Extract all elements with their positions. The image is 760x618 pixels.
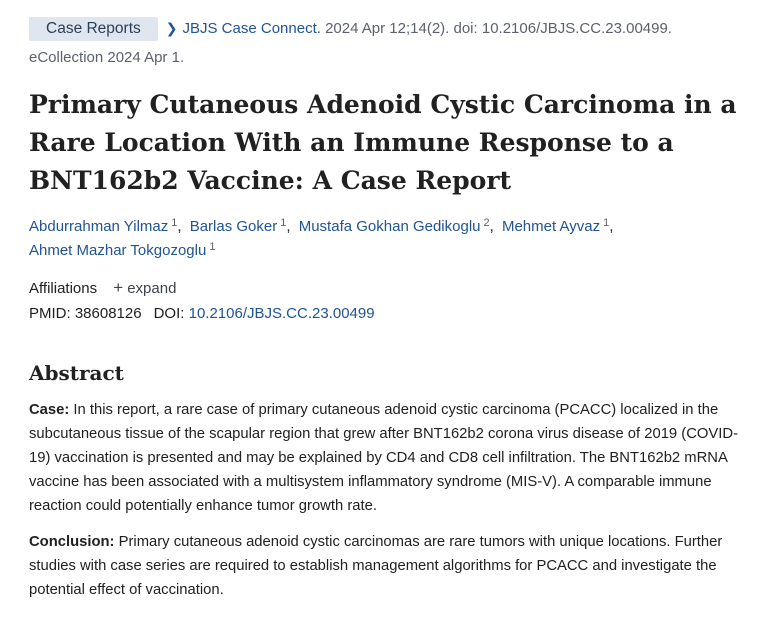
author-link[interactable]: Ahmet Mazhar Tokgozoglu — [29, 242, 207, 259]
author-list: Abdurrahman Yilmaz $^1$, Barlas Goker $^1$, Mustafa Gokhan Gedikoglu $^2$, Mehmet Ayvaz $^1$, Ahmet Mazhar Tokgozoglu $^1$ — [29, 217, 614, 259]
citation-details: 2024 Apr 12;14(2). doi: 10.2106/JBJS.CC.23.00499. — [320, 20, 672, 37]
affiliation-ref[interactable]: 1 — [209, 241, 216, 253]
doi-label: DOI: — [153, 305, 185, 322]
citation-header — [29, 16, 754, 41]
pmid-value: 38608126 — [74, 305, 142, 322]
case-label: Case: — [29, 402, 70, 418]
affiliations-expand-button[interactable] — [113, 280, 176, 297]
journal-link[interactable]: JBJS Case Connect. — [182, 20, 321, 37]
publication-type-badge[interactable]: Case Reports — [29, 17, 158, 41]
affiliation-ref[interactable]: 1 — [603, 217, 610, 229]
affiliation-ref[interactable]: 1 — [171, 217, 178, 229]
article-title: Primary Cutaneous Adenoid Cystic Carcinoma in a Rare Location With an Immune Response to a BNT162b2 Vaccine: A Case Report — [29, 90, 737, 195]
abstract-heading: Abstract — [29, 361, 124, 385]
author-link[interactable]: Abdurrahman Yilmaz — [29, 218, 169, 235]
abstract-conclusion-paragraph — [29, 530, 754, 602]
affiliation-ref[interactable]: 1 — [280, 217, 287, 229]
affiliation-ref[interactable]: 2 — [483, 217, 490, 229]
affiliations-label: Affiliations — [29, 280, 98, 297]
chevron-right-icon: ❯ — [165, 20, 178, 36]
abstract-case-paragraph — [29, 398, 754, 518]
case-text: In this report, a rare case of primary cutaneous adenoid cystic carcinoma (PCACC) localized in the subcutaneous tissue of the scapular region that grew after BNT162b2 corona virus disease of 2019 (COVID-19) vaccination is presented and may be explained by CD4 and CD8 cell infiltration. The BNT162b2 mRNA vaccine has been associated with a multisystem inflammatory syndrome (MIS-V). A comparable immune reaction could potentially enhance tumor growth rate. — [29, 402, 738, 514]
plus-icon: + — [113, 278, 124, 297]
author-link[interactable]: Barlas Goker — [189, 218, 278, 235]
pmid-label: PMID: — [29, 305, 71, 322]
author-link[interactable]: Mehmet Ayvaz — [501, 218, 601, 235]
ecollection-date: eCollection 2024 Apr 1. — [29, 49, 185, 66]
conclusion-text: Primary cutaneous adenoid cystic carcinomas are rare tumors with unique locations. Further studies with case series are required to establish management algorithms for PCACC and investigate the potential effect of vaccination. — [29, 534, 723, 598]
affiliations-row — [29, 277, 176, 300]
doi-link[interactable]: 10.2106/JBJS.CC.23.00499 — [188, 305, 375, 322]
expand-label: expand — [127, 280, 177, 297]
conclusion-label: Conclusion: — [29, 534, 115, 550]
identifiers-row — [29, 303, 375, 325]
author-link[interactable]: Mustafa Gokhan Gedikoglu — [298, 218, 481, 235]
